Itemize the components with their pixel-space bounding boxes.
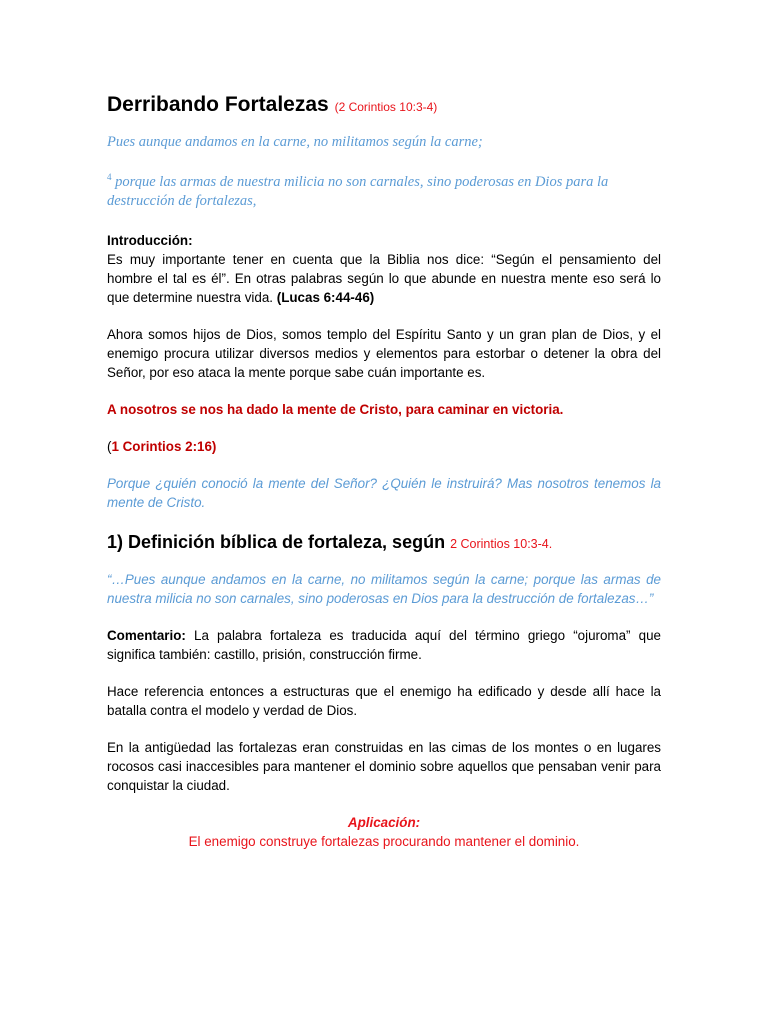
- comentario-text: La palabra fortaleza es traducida aquí del término griego “ojuroma” que significa también: castillo, prisión, construcción firme.: [107, 627, 661, 662]
- verse-number: 4: [107, 172, 112, 183]
- intro-heading: Introducción:: [107, 233, 193, 249]
- quote-verse: “…Pues aunque andamos en la carne, no militamos según la carne; porque las armas de nuestra milicia no son carnales, sino poderosas en Dios para la destrucción de fortalezas…”: [107, 571, 661, 606]
- verse-1: Pues aunque andamos en la carne, no militamos según la carne;: [107, 134, 483, 151]
- aplicacion-label-line: [107, 813, 661, 832]
- comentario-paragraph: [107, 626, 661, 664]
- document-title: [107, 92, 661, 117]
- paragraph-4: En la antigüedad las fortalezas eran construidas en las cimas de los montes o en lugares rocosos casi inaccesibles para mantener el dominio sobre aquellos que pensaban venir para conquistar la ciudad.: [107, 739, 661, 793]
- reference-2-open: (: [107, 439, 112, 455]
- verse-2: [107, 168, 661, 211]
- title-text: Derribando Fortalezas: [107, 93, 329, 116]
- section-heading-reference: 2 Corintios 10:3-4.: [450, 537, 553, 552]
- aplicacion-text: El enemigo construye fortalezas procurando mantener el dominio.: [188, 833, 580, 849]
- section-heading: [107, 532, 661, 554]
- intro-text: Es muy importante tener en cuenta que la Biblia nos dice: “Según el pensamiento del hombre el tal es él”. En otras palabras según lo que abunde en nuestra mente eso será lo que determine nuestra vida.: [107, 252, 661, 306]
- paragraph-2: Ahora somos hijos de Dios, somos templo del Espíritu Santo y un gran plan de Dios, y el enemigo procura utilizar diversos medios y elementos para estorbar o detener la obra del Señor, por eso ataca la mente porque sabe cuán importante es.: [107, 327, 661, 381]
- section-heading-text: 1) Definición bíblica de fortaleza, según: [107, 532, 446, 553]
- comentario-label: Comentario:: [107, 627, 186, 643]
- highlight-statement: A nosotros se nos ha dado la mente de Cristo, para caminar en victoria.: [107, 402, 564, 418]
- intro-paragraph: [107, 250, 661, 307]
- verse-2-text: porque las armas de nuestra milicia no son carnales, sino poderosas en Dios para la destrucción de fortalezas,: [107, 174, 609, 210]
- aplicacion-label: Aplicación:: [347, 814, 421, 830]
- intro-reference: (Lucas 6:44-46): [276, 290, 375, 306]
- title-reference: (2 Corintios 10:3-4): [334, 100, 438, 114]
- paragraph-3: Hace referencia entonces a estructuras que el enemigo ha edificado y desde allí hace la batalla contra el modelo y verdad de Dios.: [107, 683, 661, 718]
- verse-3: Porque ¿quién conoció la mente del Señor? ¿Quién le instruirá? Mas nosotros tenemos la mente de Cristo.: [107, 476, 661, 511]
- reference-2-text: 1 Corintios 2:16): [111, 439, 217, 455]
- reference-2: [107, 437, 661, 456]
